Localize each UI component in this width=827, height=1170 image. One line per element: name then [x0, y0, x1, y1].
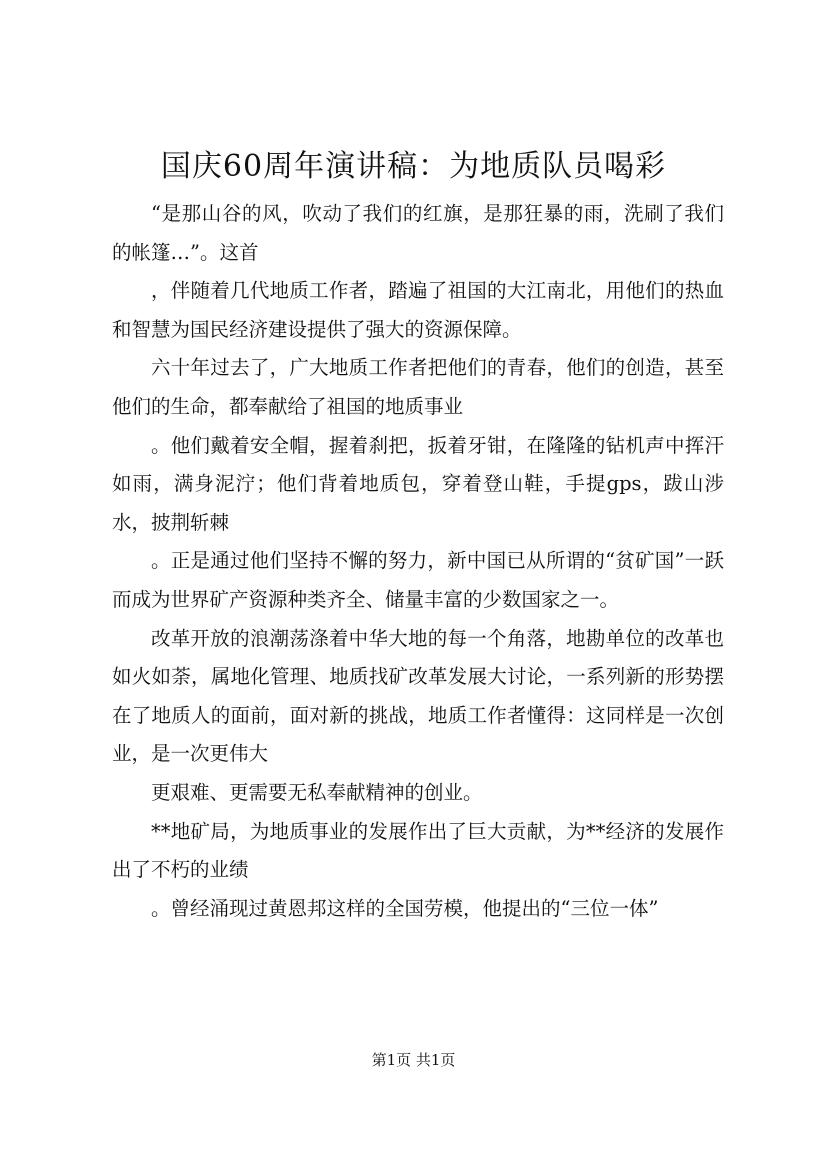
paragraph-2: ，伴随着几代地质工作者，踏遍了祖国的大江南北，用他们的热血和智慧为国民经济建设提供了强大的资源保障。	[112, 279, 724, 341]
paragraph-8: **地矿局，为地质事业的发展作出了巨大贡献，为**经济的发展作出了不朽的业绩	[112, 819, 724, 882]
paragraph-4: 。他们戴着安全帽，握着刹把，扳着牙钳，在隆隆的钻机声中挥汗如雨，满身泥泞；他们背着地质包，穿着登山鞋，手提gps，跋山涉水，披荆斩棘	[112, 433, 724, 534]
paragraph-3: 六十年过去了，广大地质工作者把他们的青春，他们的创造，甚至他们的生命，都奉献给了祖国的地质事业	[112, 356, 724, 418]
paragraph-9: 。曾经涌现过黄恩邦这样的全国劳模，他提出的“三位一体”	[151, 896, 659, 920]
document-title: 国庆60周年演讲稿：为地质队员喝彩	[160, 149, 667, 184]
paragraph-6: 改革开放的浪潮荡涤着中华大地的每一个角落，地勘单位的改革也如火如荼，属地化管理、地质找矿改革发展大讨论，一系列新的形势摆在了地质人的面前，面对新的挑战，地质工作者懂得：这同样是一次创业，是一次更伟大	[112, 626, 724, 766]
paragraph-1: “是那山谷的风，吹动了我们的红旗，是那狂暴的雨，洗刷了我们的帐篷…”。这首	[112, 202, 724, 264]
paragraph-7: 更艰难、更需要无私奉献精神的创业。	[151, 780, 483, 804]
paragraph-5: 。正是通过他们坚持不懈的努力，新中国已从所谓的“贫矿国”一跃而成为世界矿产资源种类齐全、储量丰富的少数国家之一。	[112, 549, 724, 611]
document-body	[112, 195, 724, 928]
page-footer: 第1页 共1页	[371, 1051, 456, 1069]
